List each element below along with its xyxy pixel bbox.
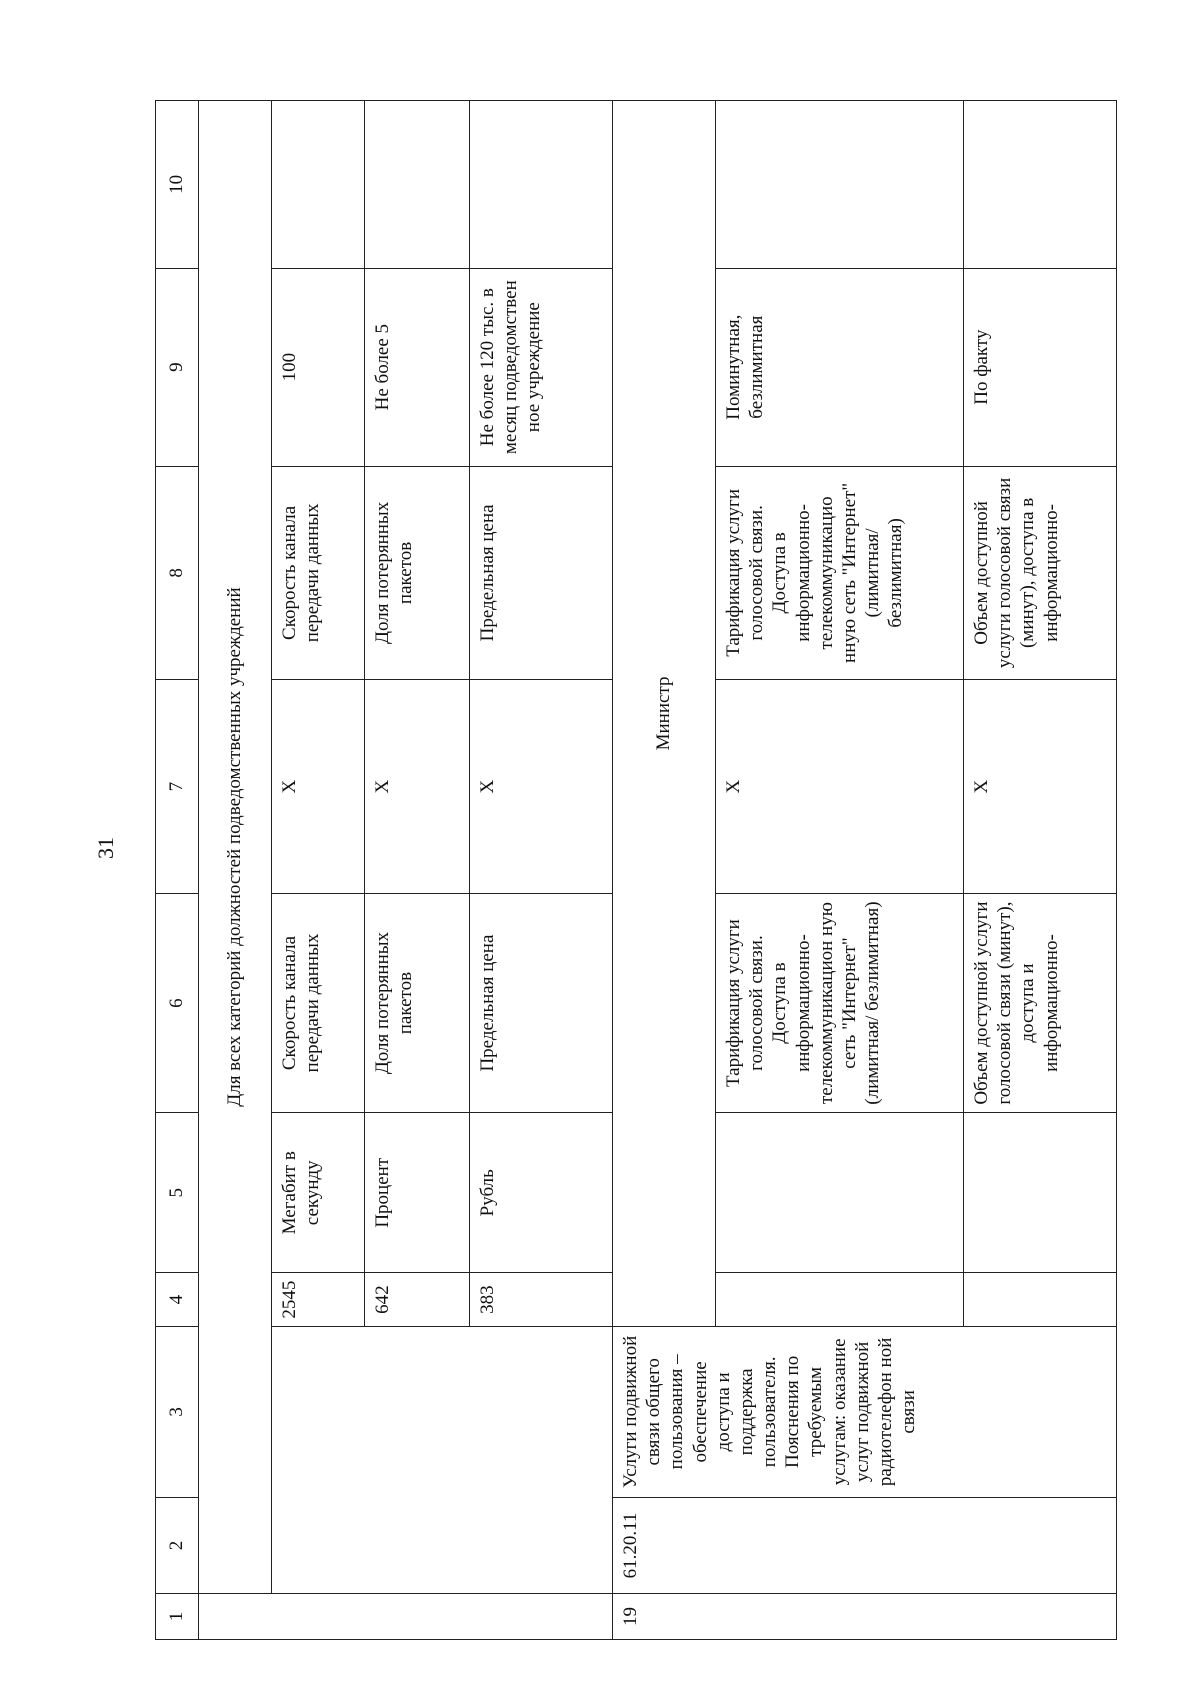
col-num: 9 [156,268,199,466]
requirements-table [155,100,1117,1640]
section-row-all [199,101,272,1640]
table-row: 642 Процент Доля потерянных пакетов X Доля потерянных пакетов Не более 5 [365,101,470,1640]
col-num: 10 [156,101,199,269]
column-number-row [156,101,199,1640]
col-num: 7 [156,680,199,894]
col-num: 8 [156,466,199,680]
col-num: 4 [156,1273,199,1326]
col-num: 3 [156,1326,199,1497]
section-title-minister: Министр [613,101,716,1327]
item-name: Услуги подвижной связи общего пользования – обеспечение доступа и поддержка пользователя. Пояснения по требуемым услугам: оказание услуг подвижной радиотелефон ной связи [613,1326,1117,1497]
table-row: 2545 Мегабит в секунду Скорость канала передачи данных X Скорость канала передачи данных 100 [272,101,365,1640]
table-row: Объем доступной услуги голосовой связи (минут), доступа и информационно- X Объем доступной услуги голосовой связи (минут), доступа в информационно- По факту [964,101,1117,1640]
table-row [613,101,716,1640]
item-number: 19 [613,1594,1117,1640]
col-num: 5 [156,1113,199,1273]
col-num: 2 [156,1497,199,1593]
item-code: 61.20.11 [613,1497,1117,1593]
table-row: 383 Рубль Предельная цена X Предельная цена Не более 120 тыс. в месяц подведомствен ное учреждение [470,101,613,1640]
section-title-all: Для всех категорий должностей подведомственных учреждений [199,101,272,1594]
col-num: 1 [156,1594,199,1640]
table-sheet [155,100,1095,1640]
col-num: 6 [156,894,199,1113]
page-number: 31 [93,837,118,859]
table-row: Тарификация услуги голосовой связи. Доступа в информационно- телекоммуникацион ную сеть "Интернет" (лимитная/ безлимитная) X Тарификация услуги голосовой связи. Доступа в информационно- телекоммуникацио нную сеть "Интернет" (лимитная/ безлимитная) Поминутная, безлимитная [716,101,964,1640]
